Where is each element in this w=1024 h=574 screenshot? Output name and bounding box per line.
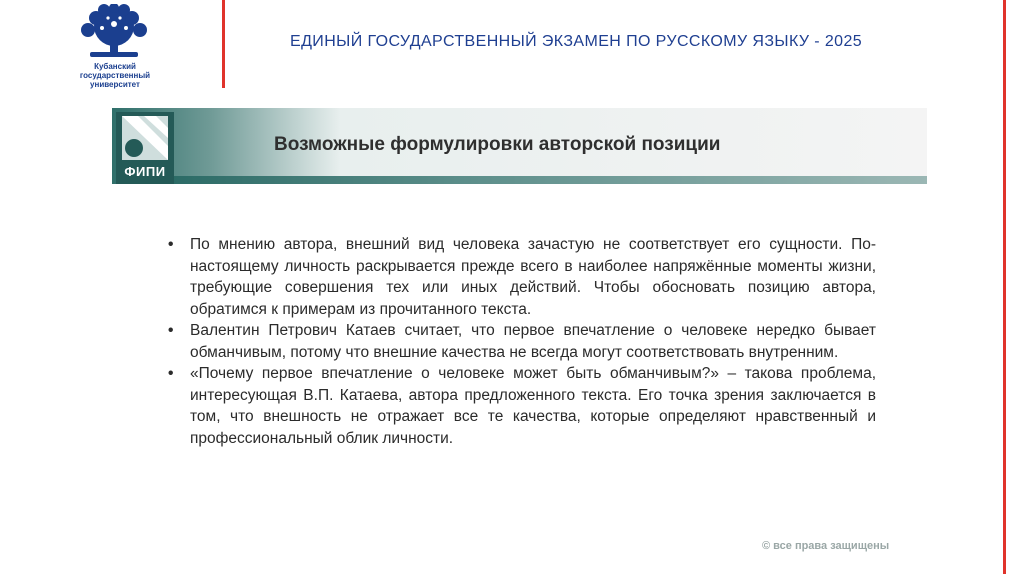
bullet-icon: • bbox=[168, 365, 174, 382]
list-item bbox=[168, 234, 876, 320]
university-name-line-2: государственный bbox=[79, 71, 151, 80]
fipi-label: ФИПИ bbox=[124, 164, 166, 179]
university-name-line-1: Кубанский bbox=[94, 62, 136, 71]
right-red-divider bbox=[1003, 0, 1006, 574]
list-item bbox=[168, 363, 876, 449]
copyright-notice: © все права защищены bbox=[762, 540, 890, 552]
exam-header-title: ЕДИНЫЙ ГОСУДАРСТВЕННЫЙ ЭКЗАМЕН ПО РУССКОМУ ЯЗЫКУ - 2025 bbox=[290, 33, 863, 50]
list-item bbox=[168, 320, 876, 363]
tree-logo-icon bbox=[74, 4, 154, 62]
list-item-text: «Почему первое впечатление о человеке может быть обманчивым?» – такова проблема, интересующая В.П. Катаева, автора предложенного текста. Его точка зрения заключается в том, что внешность не отражает все те качества, которые определяют нравственный и профессиональный облик личности. bbox=[190, 365, 876, 447]
bullet-icon: • bbox=[168, 322, 174, 339]
list-item-text: По мнению автора, внешний вид человека зачастую не соответствует его сущности. По-настоящему личность раскрывается прежде всего в наиболее напряжённые моменты жизни, требующие совершения тех или иных действий. Чтобы обосновать позицию автора, обратимся к примерам из прочитанного текста. bbox=[190, 236, 876, 318]
university-name-line-3: университет bbox=[90, 80, 140, 89]
list-item-text: Валентин Петрович Катаев считает, что первое впечатление о человеке нередко бывает обманчивым, потому что внешние качества не всегда могут соответствовать внутренним. bbox=[190, 322, 876, 361]
slide-header-underline bbox=[172, 176, 927, 184]
university-name bbox=[70, 62, 160, 89]
fipi-emblem-icon bbox=[122, 116, 168, 160]
bullet-icon: • bbox=[168, 236, 174, 253]
university-logo bbox=[70, 4, 170, 96]
slide-title: Возможные формулировки авторской позиции bbox=[274, 134, 721, 155]
fipi-logo bbox=[116, 112, 174, 184]
left-red-divider bbox=[222, 0, 225, 88]
slide bbox=[112, 108, 927, 560]
author-position-list bbox=[168, 234, 876, 449]
